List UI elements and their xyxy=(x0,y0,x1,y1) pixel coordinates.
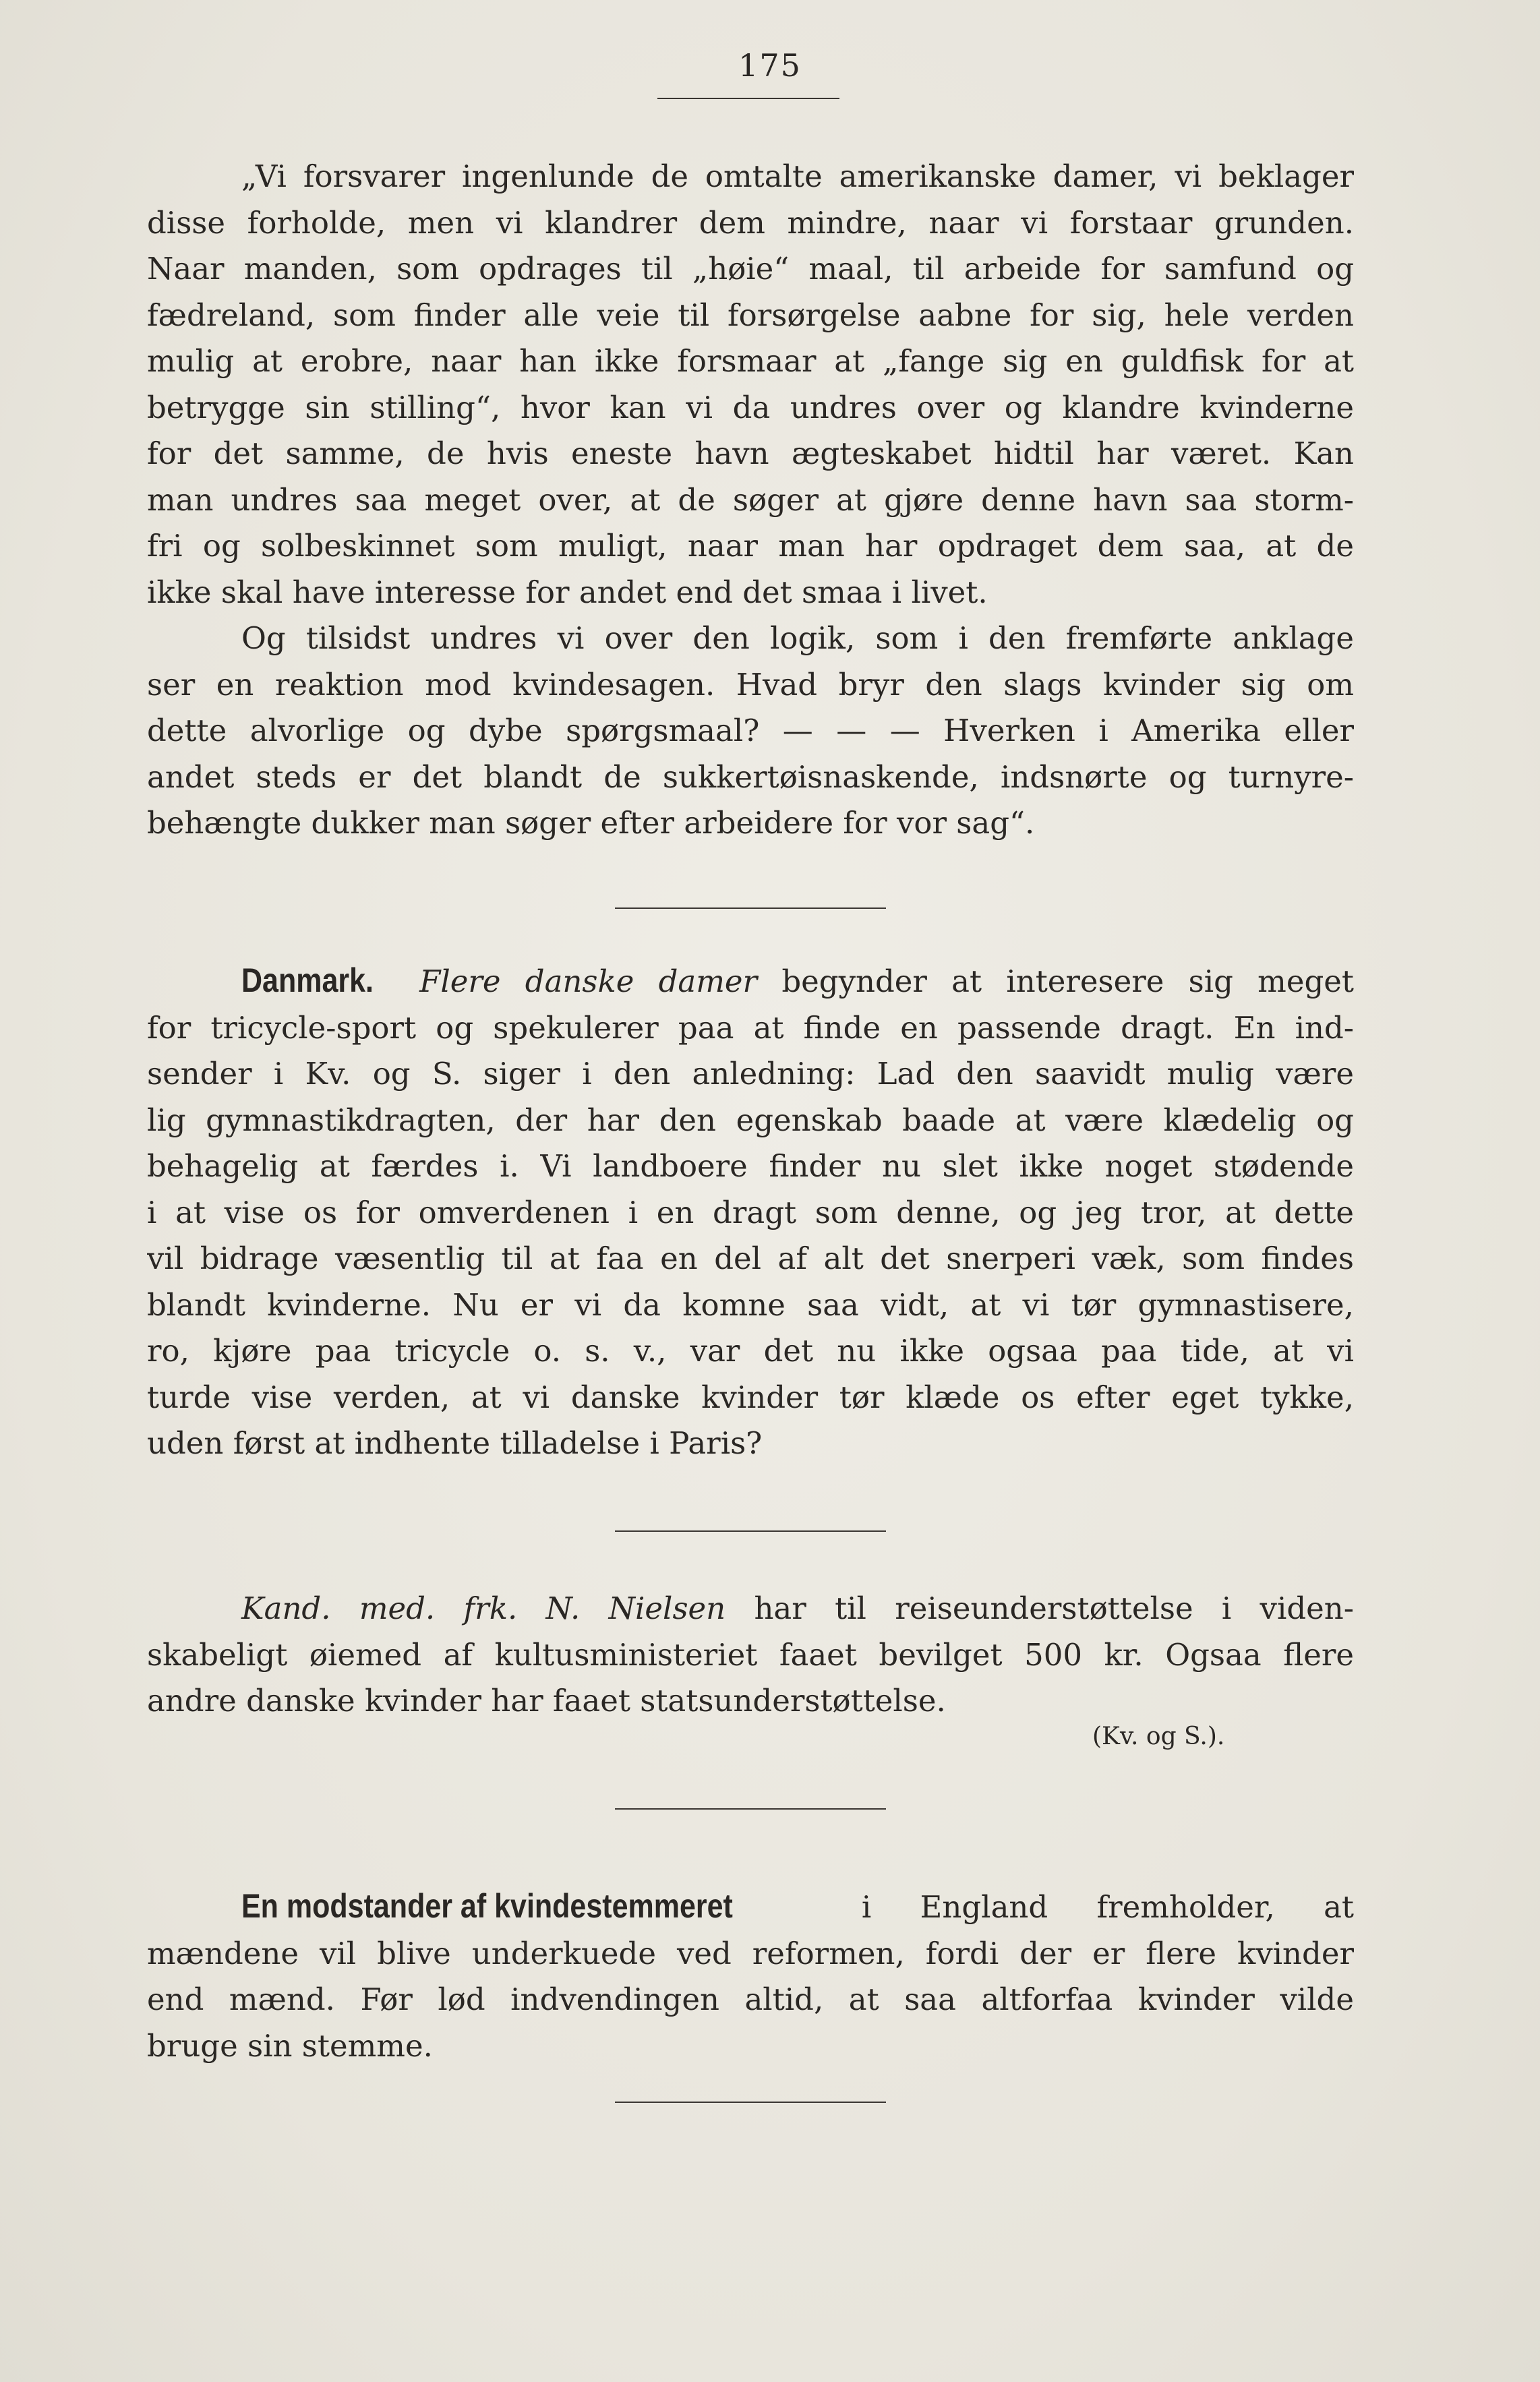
text-line xyxy=(147,957,1354,1005)
text-line: uden først at indhente tilladelse i Paris? xyxy=(147,1425,763,1461)
section-danmark xyxy=(147,957,1354,1467)
text-line: end mænd. Før lød indvendingen altid, at saa altforfaa kvinder vilde xyxy=(147,1982,1354,2017)
text-line: mulig at erobre, naar han ikke forsmaar at „fange sig en guldfisk for at xyxy=(147,343,1354,379)
text-line: behagelig at færdes i. Vi landboere finder nu slet ikke noget stødende xyxy=(147,1148,1354,1184)
text-line: andet steds er det blandt de sukkertøisnaskende, indsnørte og turnyre- xyxy=(147,758,1354,795)
text-line: mændene vil blive underkuede ved reformen, fordi der er flere kvinder xyxy=(147,1935,1354,1971)
text-span: begynder at interesere sig meget xyxy=(781,963,1354,999)
heading-danmark: Danmark. xyxy=(241,961,374,999)
source-attribution: (Kv. og S.). xyxy=(1092,1723,1225,1750)
italic-lead: Kand. med. frk. N. Nielsen xyxy=(241,1590,726,1626)
text-line: fædreland, som finder alle veie til forsørgelse aabne for sig, hele verden xyxy=(147,297,1354,333)
text-line: Naar manden, som opdrages til „høie“ maal, til arbeide for samfund og xyxy=(147,251,1354,287)
text-line xyxy=(147,1883,1354,1931)
text-line: for det samme, de hvis eneste havn ægteskabet hidtil har været. Kan xyxy=(147,436,1354,471)
header-rule xyxy=(657,98,839,99)
text-span: har til reiseunderstøttelse i viden- xyxy=(754,1590,1354,1626)
text-line: skabeligt øiemed af kultusministeriet faaet bevilget 500 kr. Ogsaa flere xyxy=(147,1636,1354,1673)
text-line xyxy=(147,1586,1354,1632)
page-number: 175 xyxy=(738,47,802,84)
text-line: i at vise os for omverdenen i en dragt som denne, og jeg tror, at dette xyxy=(147,1194,1354,1230)
text-line: „Vi forsvarer ingenlunde de omtalte amerikanske damer, vi beklager xyxy=(241,158,1354,194)
section-divider xyxy=(615,1808,886,1810)
text-line: disse forholde, men vi klandrer dem mindre, naar vi forstaar grunden. xyxy=(147,204,1354,241)
text-line: fri og solbeskinnet som muligt, naar man har opdraget dem saa, at de xyxy=(147,528,1354,564)
section-divider xyxy=(615,907,886,909)
section-modstander xyxy=(147,1883,1354,2069)
text-line: bruge sin stemme. xyxy=(147,2027,433,2064)
text-line: turde vise verden, at vi danske kvinder tør klæde os efter eget tykke, xyxy=(147,1379,1354,1415)
text-line: dette alvorlige og dybe spørgsmaal? — — — Hverken i Amerika eller xyxy=(147,713,1354,748)
text-span: i England fremholder, at xyxy=(861,1889,1354,1925)
section-divider xyxy=(615,2102,886,2103)
text-line: ikke skal have interesse for andet end det smaa i livet. xyxy=(147,574,988,610)
text-line: ro, kjøre paa tricycle o. s. v., var det nu ikke ogsaa paa tide, at vi xyxy=(147,1333,1354,1369)
text-line: Og tilsidst undres vi over den logik, som i den fremførte anklage xyxy=(241,620,1354,656)
text-line: lig gymnastikdragten, der har den egenskab baade at være klædelig og xyxy=(147,1102,1354,1138)
heading-modstander: En modstander af kvindestemmeret xyxy=(241,1887,733,1925)
text-line: man undres saa meget over, at de søger at gjøre denne havn saa storm- xyxy=(147,481,1354,518)
text-line: for tricycle-sport og spekulerer paa at finde en passende dragt. En ind- xyxy=(147,1009,1354,1046)
text-line: vil bidrage væsentlig til at faa en del af alt det snerperi væk, som findes xyxy=(147,1241,1354,1276)
section-nielsen xyxy=(147,1586,1354,1725)
text-line: behængte dukker man søger efter arbeidere for vor sag“. xyxy=(147,805,1035,841)
italic-lead: Flere danske damer xyxy=(419,963,758,999)
text-line: blandt kvinderne. Nu er vi da komne saa vidt, at vi tør gymnastisere, xyxy=(147,1286,1354,1323)
text-line: andre danske kvinder har faaet statsunderstøttelse. xyxy=(147,1683,946,1719)
section-divider xyxy=(615,1530,886,1532)
text-line: ser en reaktion mod kvindesagen. Hvad bryr den slags kvinder sig om xyxy=(147,666,1354,703)
text-line: betrygge sin stilling“, hvor kan vi da undres over og klandre kvinderne xyxy=(147,389,1354,425)
text-line: sender i Kv. og S. siger i den anledning: Lad den saavidt mulig være xyxy=(147,1056,1354,1092)
section-reply-paragraph xyxy=(147,154,1354,847)
